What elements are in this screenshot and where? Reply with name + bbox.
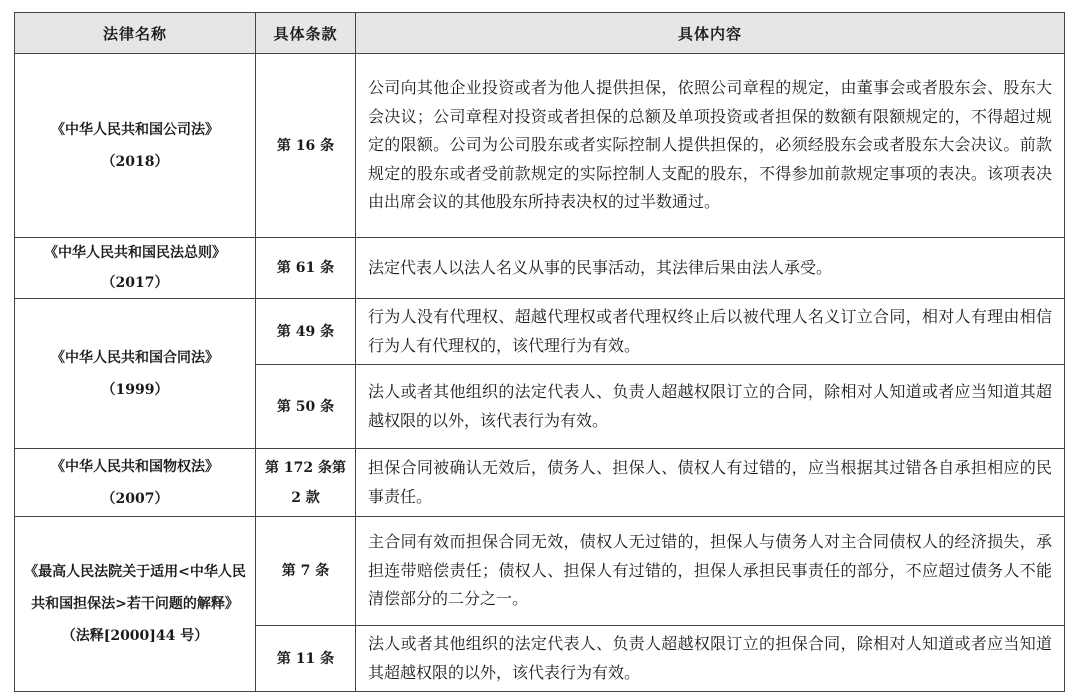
law-year: （2018） <box>101 153 169 170</box>
content-cell: 法人或者其他组织的法定代表人、负责人超越权限订立的合同，除相对人知道或者应当知道其超越权限的以外，该代表行为有效。 <box>356 365 1065 449</box>
table-row <box>15 517 1065 626</box>
law-name-cell <box>15 449 256 517</box>
article-cell: 第 16 条 <box>256 54 356 238</box>
header-content: 具体内容 <box>356 13 1065 54</box>
law-year: （2017） <box>101 275 169 291</box>
article-cell: 第 49 条 <box>256 299 356 365</box>
law-name: 《中华人民共和国民法总则》 <box>44 245 226 261</box>
law-name: 《中华人民共和国合同法》 <box>51 349 219 366</box>
article-cell: 第 11 条 <box>256 626 356 692</box>
content-cell: 主合同有效而担保合同无效，债权人无过错的，担保人与债务人对主合同债权人的经济损失，承担连带赔偿责任；债权人、担保人有过错的，担保人承担民事责任的部分，不应超过债务人不能清偿部分的二分之一。 <box>356 517 1065 626</box>
law-year: （法释[2000]44 号） <box>61 628 209 644</box>
article-cell: 第 172 条第 2 款 <box>256 449 356 517</box>
table-header-row <box>15 13 1065 54</box>
law-name-cell <box>15 54 256 238</box>
law-year: （1999） <box>101 381 169 398</box>
header-law-name: 法律名称 <box>15 13 256 54</box>
table-row <box>15 54 1065 238</box>
law-provisions-table <box>14 12 1065 692</box>
table-row <box>15 449 1065 517</box>
article-cell: 第 50 条 <box>256 365 356 449</box>
article-cell: 第 61 条 <box>256 238 356 299</box>
law-name-cell <box>15 299 256 449</box>
law-year: （2007） <box>101 490 169 507</box>
table-row <box>15 238 1065 299</box>
content-cell: 公司向其他企业投资或者为他人提供担保，依照公司章程的规定，由董事会或者股东会、股东大会决议；公司章程对投资或者担保的总额及单项投资或者担保的数额有限额规定的，不得超过规定的限额。公司为公司股东或者实际控制人提供担保的，必须经股东会或者股东大会决议。前款规定的股东或者受前款规定的实际控制人支配的股东，不得参加前款规定事项的表决。该项表决由出席会议的其他股东所持表决权的过半数通过。 <box>356 54 1065 238</box>
content-cell: 法人或者其他组织的法定代表人、负责人超越权限订立的担保合同，除相对人知道或者应当知道其超越权限的以外，该代表行为有效。 <box>356 626 1065 692</box>
article-cell: 第 7 条 <box>256 517 356 626</box>
law-name: 《中华人民共和国公司法》 <box>51 121 219 138</box>
content-cell: 担保合同被确认无效后，债务人、担保人、债权人有过错的，应当根据其过错各自承担相应的民事责任。 <box>356 449 1065 517</box>
law-name: 《中华人民共和国物权法》 <box>51 458 219 475</box>
content-cell: 行为人没有代理权、超越代理权或者代理权终止后以被代理人名义订立合同，相对人有理由相信行为人有代理权的，该代理行为有效。 <box>356 299 1065 365</box>
header-article: 具体条款 <box>256 13 356 54</box>
content-cell: 法定代表人以法人名义从事的民事活动，其法律后果由法人承受。 <box>356 238 1065 299</box>
law-name-cell <box>15 238 256 299</box>
table-row <box>15 299 1065 365</box>
law-name: 《最高人民法院关于适用<中华人民共和国担保法>若干问题的解释》 <box>24 564 246 612</box>
law-name-cell <box>15 517 256 692</box>
